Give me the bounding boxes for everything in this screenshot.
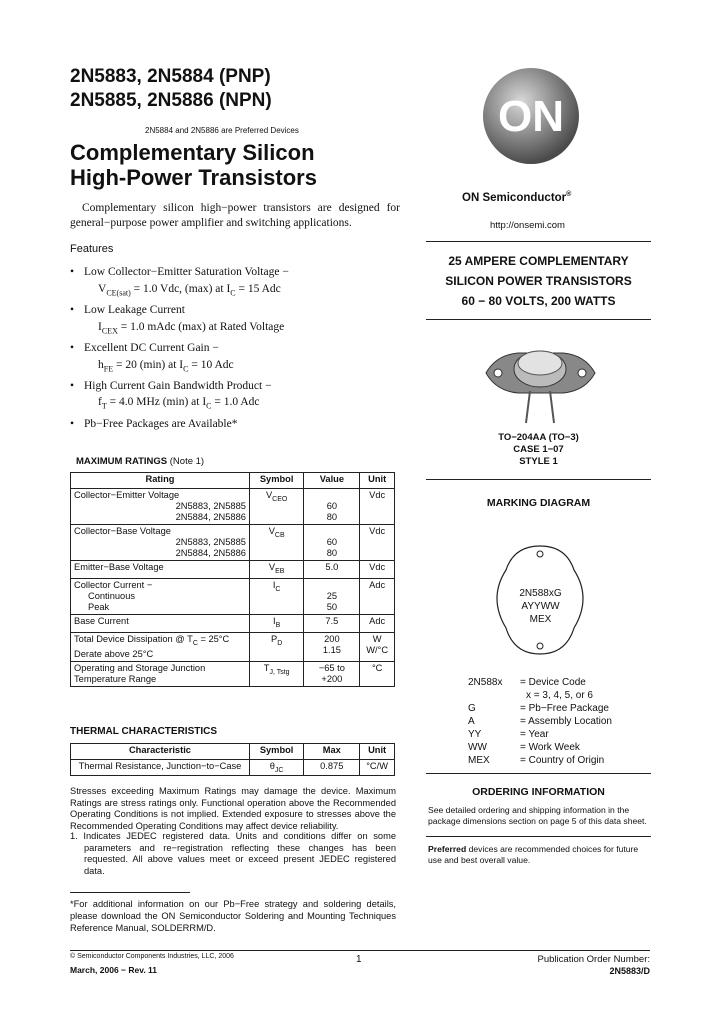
divider-3 bbox=[426, 479, 651, 480]
value-line bbox=[307, 490, 356, 501]
divider-1 bbox=[426, 241, 651, 242]
spec-subscript: T bbox=[101, 401, 107, 411]
unit-cell: Vdc bbox=[360, 489, 395, 525]
footer-copyright: © Semiconductor Components Industries, LLC, 2006 bbox=[70, 953, 234, 960]
thermal-heading: THERMAL CHARACTERISTICS bbox=[70, 726, 218, 737]
spec-symbol: f bbox=[98, 396, 102, 409]
value-line: 200 bbox=[324, 633, 340, 644]
note-1: 1. Indicates JEDEC registered data. Units and conditions differ on some parameters and re−registration reflecting these changes has been requested. All above values meet or exceed present JEDEC registered data. bbox=[70, 831, 396, 876]
value-line: 80 bbox=[326, 512, 338, 522]
thermal-characteristic: Thermal Resistance, Junction−to−Case bbox=[71, 760, 250, 776]
value-cell bbox=[304, 661, 360, 686]
rating-line: Temperature Range bbox=[74, 673, 157, 684]
rating-line: Base Current bbox=[74, 615, 129, 626]
thermal-max: 0.875 bbox=[304, 760, 360, 776]
spec-end: = 1.0 Adc bbox=[211, 396, 260, 409]
spec-text: = 4.0 MHz (min) at I bbox=[106, 396, 207, 409]
legend-key bbox=[468, 689, 520, 702]
rating-line: 2N5883, 2N5885 bbox=[175, 501, 246, 511]
footer-pub-label: Publication Order Number: bbox=[537, 954, 650, 965]
feature-spec bbox=[70, 319, 410, 340]
feature-spec bbox=[70, 281, 410, 302]
legend-key: YY bbox=[468, 729, 482, 740]
marking-legend bbox=[468, 676, 668, 767]
footer-divider bbox=[70, 950, 650, 951]
symbol-subscript: CB bbox=[274, 531, 285, 539]
symbol-subscript: J, Tstg bbox=[269, 668, 290, 676]
marking-diagram-heading: MARKING DIAGRAM bbox=[486, 497, 591, 509]
header-unit: Unit bbox=[360, 744, 395, 760]
feature-text: Low Leakage Current bbox=[84, 303, 185, 316]
title-line-2: 2N5885, 2N5886 (NPN) bbox=[70, 90, 272, 111]
unit-cell: Vdc bbox=[360, 561, 395, 579]
bullet-icon: • bbox=[70, 417, 75, 430]
rating-line: Collector Current − bbox=[74, 579, 153, 590]
product-summary bbox=[426, 251, 651, 311]
spec-symbol: V bbox=[98, 282, 107, 295]
thermal-symbol bbox=[249, 760, 303, 776]
intro-paragraph: Complementary silicon high−power transistors are designed for general−purpose power amplifier and switching applications. bbox=[70, 202, 400, 229]
symbol-text: P bbox=[271, 633, 278, 644]
header-symbol: Symbol bbox=[249, 744, 303, 760]
rating-cell bbox=[71, 614, 250, 632]
rating-cell bbox=[71, 632, 250, 661]
symbol-subscript: CEO bbox=[272, 495, 288, 503]
max-ratings-title: MAXIMUM RATINGS bbox=[76, 456, 168, 467]
header-value: Value bbox=[304, 473, 360, 489]
rating-text: Total Device Dissipation @ T bbox=[74, 633, 193, 644]
rating-cell bbox=[71, 661, 250, 686]
feature-spec bbox=[70, 357, 410, 378]
legend-key: G bbox=[468, 703, 476, 714]
product-line-2: SILICON POWER TRANSISTORS bbox=[445, 274, 632, 288]
legend-key: 2N588x bbox=[468, 677, 503, 688]
legend-row bbox=[468, 741, 668, 754]
symbol-cell bbox=[249, 578, 303, 614]
footer-date: March, 2006 − Rev. 11 bbox=[70, 965, 158, 975]
symbol-text: V bbox=[268, 562, 276, 572]
feature-text: High Current Gain Bandwidth Product − bbox=[84, 379, 272, 392]
bullet-icon: • bbox=[70, 341, 75, 354]
symbol-subscript: D bbox=[277, 639, 283, 647]
header-symbol: Symbol bbox=[249, 473, 303, 489]
rating-line: 2N5883, 2N5885 bbox=[175, 537, 246, 547]
unit-cell: °C bbox=[360, 661, 395, 686]
max-ratings-heading bbox=[76, 456, 204, 467]
spec-end: = 15 Adc bbox=[235, 282, 281, 295]
bullet-icon: • bbox=[70, 379, 75, 392]
legend-row bbox=[468, 728, 668, 741]
spec-subscript: CEX bbox=[101, 325, 118, 335]
value-line: 80 bbox=[326, 548, 338, 558]
rating-line: Peak bbox=[88, 601, 110, 612]
symbol-cell bbox=[249, 561, 303, 579]
value-line bbox=[307, 526, 356, 537]
spec-subscript-2: C bbox=[183, 363, 189, 373]
unit-cell: Adc bbox=[360, 578, 395, 614]
on-logo-icon bbox=[481, 66, 581, 166]
symbol-cell bbox=[249, 632, 303, 661]
value-cell bbox=[304, 525, 360, 561]
spec-subscript: CE(sat) bbox=[106, 288, 131, 298]
legend-key: A bbox=[468, 716, 475, 727]
max-ratings-note: (Note 1) bbox=[169, 456, 205, 467]
rating-line: 2N5884, 2N5886 bbox=[175, 548, 246, 558]
package-line-1: TO−204AA (TO−3) bbox=[498, 432, 579, 443]
rating-subscript: C bbox=[192, 639, 198, 647]
header-characteristic: Characteristic bbox=[71, 744, 250, 760]
table-row bbox=[71, 489, 395, 525]
symbol-text: I bbox=[273, 615, 276, 626]
company-url[interactable]: http://onsemi.com bbox=[490, 220, 565, 231]
feature-text: Low Collector−Emitter Saturation Voltage − bbox=[84, 266, 289, 278]
rating-line: Continuous bbox=[88, 590, 136, 601]
product-line-1: 25 AMPERE COMPLEMENTARY bbox=[448, 254, 629, 268]
symbol-text: V bbox=[268, 526, 275, 536]
spec-subscript-2: C bbox=[206, 401, 212, 411]
symbol-cell bbox=[249, 489, 303, 525]
value-cell bbox=[304, 561, 360, 579]
value-cell bbox=[304, 614, 360, 632]
table-row bbox=[71, 525, 395, 561]
features-list bbox=[70, 264, 410, 432]
feature-item bbox=[70, 264, 410, 302]
spec-text: = 1.0 mAdc (max) at Rated Voltage bbox=[117, 320, 285, 333]
feature-spec bbox=[70, 394, 410, 415]
registered-mark: ® bbox=[566, 191, 572, 198]
legend-value: = Work Week bbox=[520, 742, 580, 753]
value-line: 5.0 bbox=[325, 562, 339, 572]
feature-item bbox=[70, 378, 410, 416]
symbol-subscript: B bbox=[275, 621, 281, 629]
symbol-text: θ bbox=[269, 761, 275, 771]
spec-end: = 10 Adc bbox=[188, 358, 234, 371]
value-line: 60 bbox=[326, 537, 338, 547]
symbol-text: V bbox=[265, 490, 273, 500]
spec-subscript: FE bbox=[103, 363, 114, 373]
rating-cell bbox=[71, 525, 250, 561]
spec-subscript-2: C bbox=[230, 288, 236, 298]
main-title-line-2: High-Power Transistors bbox=[70, 165, 317, 190]
value-line: −65 to +200 bbox=[318, 662, 345, 684]
symbol-cell bbox=[249, 525, 303, 561]
marking-code-block bbox=[488, 587, 593, 626]
marking-line-3: MEX bbox=[529, 614, 552, 625]
value-line: 7.5 bbox=[325, 615, 339, 626]
divider-2 bbox=[426, 319, 651, 320]
value-cell bbox=[304, 489, 360, 525]
table-row bbox=[71, 561, 395, 579]
unit-cell: Adc bbox=[360, 614, 395, 632]
legend-row bbox=[468, 689, 668, 702]
legend-key: MEX bbox=[468, 755, 490, 766]
stress-note: Stresses exceeding Maximum Ratings may damage the device. Maximum Ratings are stress ratings only. Functional operation above the Recommended Operating Conditions is not implied. Extended exposure to stresses above the Recommended Operating Conditions may affect device reliability. bbox=[70, 786, 396, 831]
footer-pub-number: 2N5883/D bbox=[609, 966, 650, 976]
header-unit: Unit bbox=[360, 473, 395, 489]
main-title-line-1: Complementary Silicon bbox=[70, 140, 315, 165]
spec-symbol: I bbox=[98, 320, 102, 333]
legend-row bbox=[468, 715, 668, 728]
thermal-table bbox=[70, 743, 395, 776]
value-line: 60 bbox=[326, 501, 338, 511]
legend-value: = Year bbox=[520, 729, 549, 740]
rating-cell bbox=[71, 561, 250, 579]
rating-line bbox=[74, 634, 246, 649]
features-heading: Features bbox=[70, 243, 114, 255]
ordering-text: See detailed ordering and shipping information in the package dimensions section on page 5 of this data sheet. bbox=[428, 805, 647, 826]
rating-line: Collector−Emitter Voltage bbox=[74, 490, 180, 500]
footnote-divider bbox=[70, 892, 190, 893]
header-max: Max bbox=[304, 744, 360, 760]
feature-item bbox=[70, 302, 410, 340]
thermal-header-row bbox=[71, 744, 395, 760]
max-ratings-header-row bbox=[71, 473, 395, 489]
value-line: 50 bbox=[326, 601, 338, 612]
symbol-subscript: JC bbox=[274, 766, 284, 774]
unit-cell: W W/°C bbox=[360, 632, 395, 661]
marking-line-1: 2N588xG bbox=[519, 588, 562, 599]
divider-5 bbox=[426, 836, 651, 837]
feature-text: Excellent DC Current Gain − bbox=[84, 341, 219, 354]
unit-cell: Vdc bbox=[360, 525, 395, 561]
header-rating: Rating bbox=[71, 473, 250, 489]
legend-row bbox=[468, 754, 668, 767]
spec-text: = 20 (min) at I bbox=[113, 358, 184, 371]
rating-cell bbox=[71, 578, 250, 614]
symbol-cell bbox=[249, 614, 303, 632]
rating-line: Derate above 25°C bbox=[74, 648, 154, 659]
footer-page-number: 1 bbox=[356, 954, 362, 965]
package-line-3: STYLE 1 bbox=[519, 456, 558, 467]
legend-value: x = 3, 4, 5, or 6 bbox=[526, 690, 593, 701]
ordering-heading: ORDERING INFORMATION bbox=[472, 786, 605, 798]
feature-item bbox=[70, 416, 410, 433]
value-cell bbox=[304, 632, 360, 661]
pbfree-footnote: *For additional information on our Pb−Free strategy and soldering details, please download the ON Semiconductor Soldering and Mounting Techniques Reference Manual, SOLDERRM/D. bbox=[70, 899, 396, 933]
company-name bbox=[462, 191, 571, 204]
table-row bbox=[71, 578, 395, 614]
legend-key: WW bbox=[468, 742, 487, 753]
rating-line: Collector−Base Voltage bbox=[74, 526, 171, 536]
package-line-2: CASE 1−07 bbox=[513, 444, 564, 455]
bullet-icon: • bbox=[70, 266, 75, 278]
thermal-unit: °C/W bbox=[360, 760, 395, 776]
table-row bbox=[71, 632, 395, 661]
rating-cell bbox=[71, 489, 250, 525]
legend-value: = Country of Origin bbox=[520, 755, 605, 766]
symbol-cell bbox=[249, 661, 303, 686]
rating-line: 2N5884, 2N5886 bbox=[175, 512, 246, 522]
preferred-devices-note: 2N5884 and 2N5886 are Preferred Devices bbox=[145, 126, 299, 135]
legend-row bbox=[468, 702, 668, 715]
bullet-icon: • bbox=[70, 303, 75, 316]
preferred-bold: Preferred bbox=[428, 844, 467, 854]
value-line: 25 bbox=[326, 590, 338, 601]
legend-value: = Device Code bbox=[520, 677, 586, 688]
legend-value: = Pb−Free Package bbox=[520, 703, 609, 714]
rating-line: Emitter−Base Voltage bbox=[74, 562, 164, 572]
feature-text: Pb−Free Packages are Available* bbox=[84, 417, 238, 430]
value-line bbox=[307, 580, 356, 591]
symbol-text: I bbox=[272, 579, 276, 590]
max-ratings-table bbox=[70, 472, 395, 687]
preferred-devices-text bbox=[428, 844, 650, 866]
spec-text: = 1.0 Vdc, (max) at I bbox=[130, 282, 231, 295]
feature-item bbox=[70, 340, 410, 378]
company-text: ON Semiconductor bbox=[462, 191, 567, 204]
logo-text: ON bbox=[498, 92, 564, 141]
spec-symbol: h bbox=[98, 358, 104, 371]
rating-line: Operating and Storage Junction bbox=[74, 662, 206, 673]
legend-value: = Assembly Location bbox=[520, 716, 612, 727]
symbol-text: T bbox=[263, 662, 270, 673]
to3-package-icon bbox=[478, 333, 603, 428]
value-line: 1.15 bbox=[322, 644, 341, 655]
preferred-rest: devices are recommended choices for future use and best overall value. bbox=[428, 844, 639, 865]
marking-line-2: AYYWW bbox=[521, 601, 560, 612]
product-line-3: 60 − 80 VOLTS, 200 WATTS bbox=[461, 294, 616, 308]
rating-text-end: = 25°C bbox=[197, 633, 230, 644]
value-cell bbox=[304, 578, 360, 614]
legend-row bbox=[468, 676, 668, 689]
symbol-subscript: EB bbox=[275, 567, 285, 575]
table-row bbox=[71, 760, 395, 776]
symbol-subscript: C bbox=[275, 585, 281, 593]
package-info bbox=[426, 432, 651, 468]
table-row bbox=[71, 614, 395, 632]
divider-4 bbox=[426, 773, 651, 774]
title-line-1: 2N5883, 2N5884 (PNP) bbox=[70, 66, 271, 87]
table-row bbox=[71, 661, 395, 686]
